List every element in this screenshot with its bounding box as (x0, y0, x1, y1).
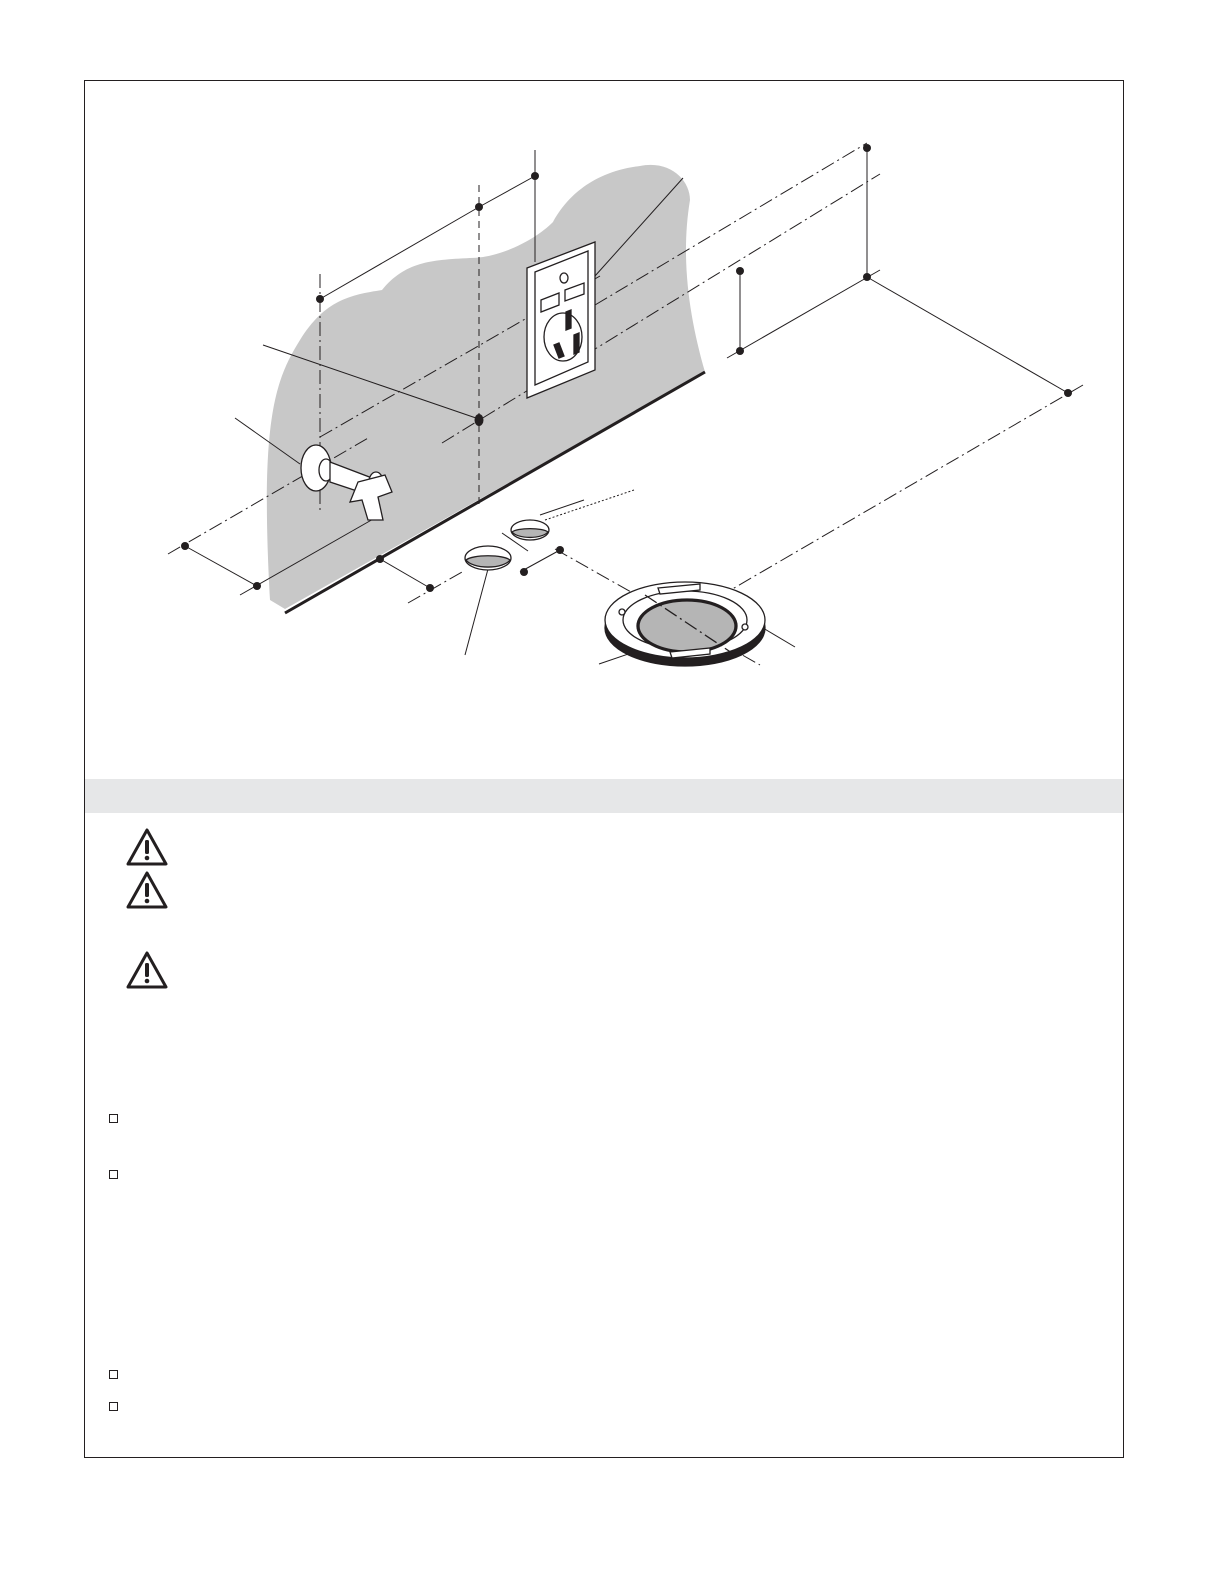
electrical-outlet (527, 242, 595, 398)
checkbox-icon[interactable] (109, 1114, 118, 1123)
checkbox-icon[interactable] (109, 1170, 118, 1179)
warning-triangle-icon (125, 827, 169, 867)
checkbox-icon[interactable] (109, 1370, 118, 1379)
rough-in-diagram (0, 0, 1225, 780)
checkbox-icon[interactable] (109, 1402, 118, 1411)
section-header-band (85, 779, 1123, 813)
warning-triangle-icon (125, 870, 169, 910)
floor-flange (605, 582, 765, 666)
warning-triangle-icon (125, 950, 169, 990)
